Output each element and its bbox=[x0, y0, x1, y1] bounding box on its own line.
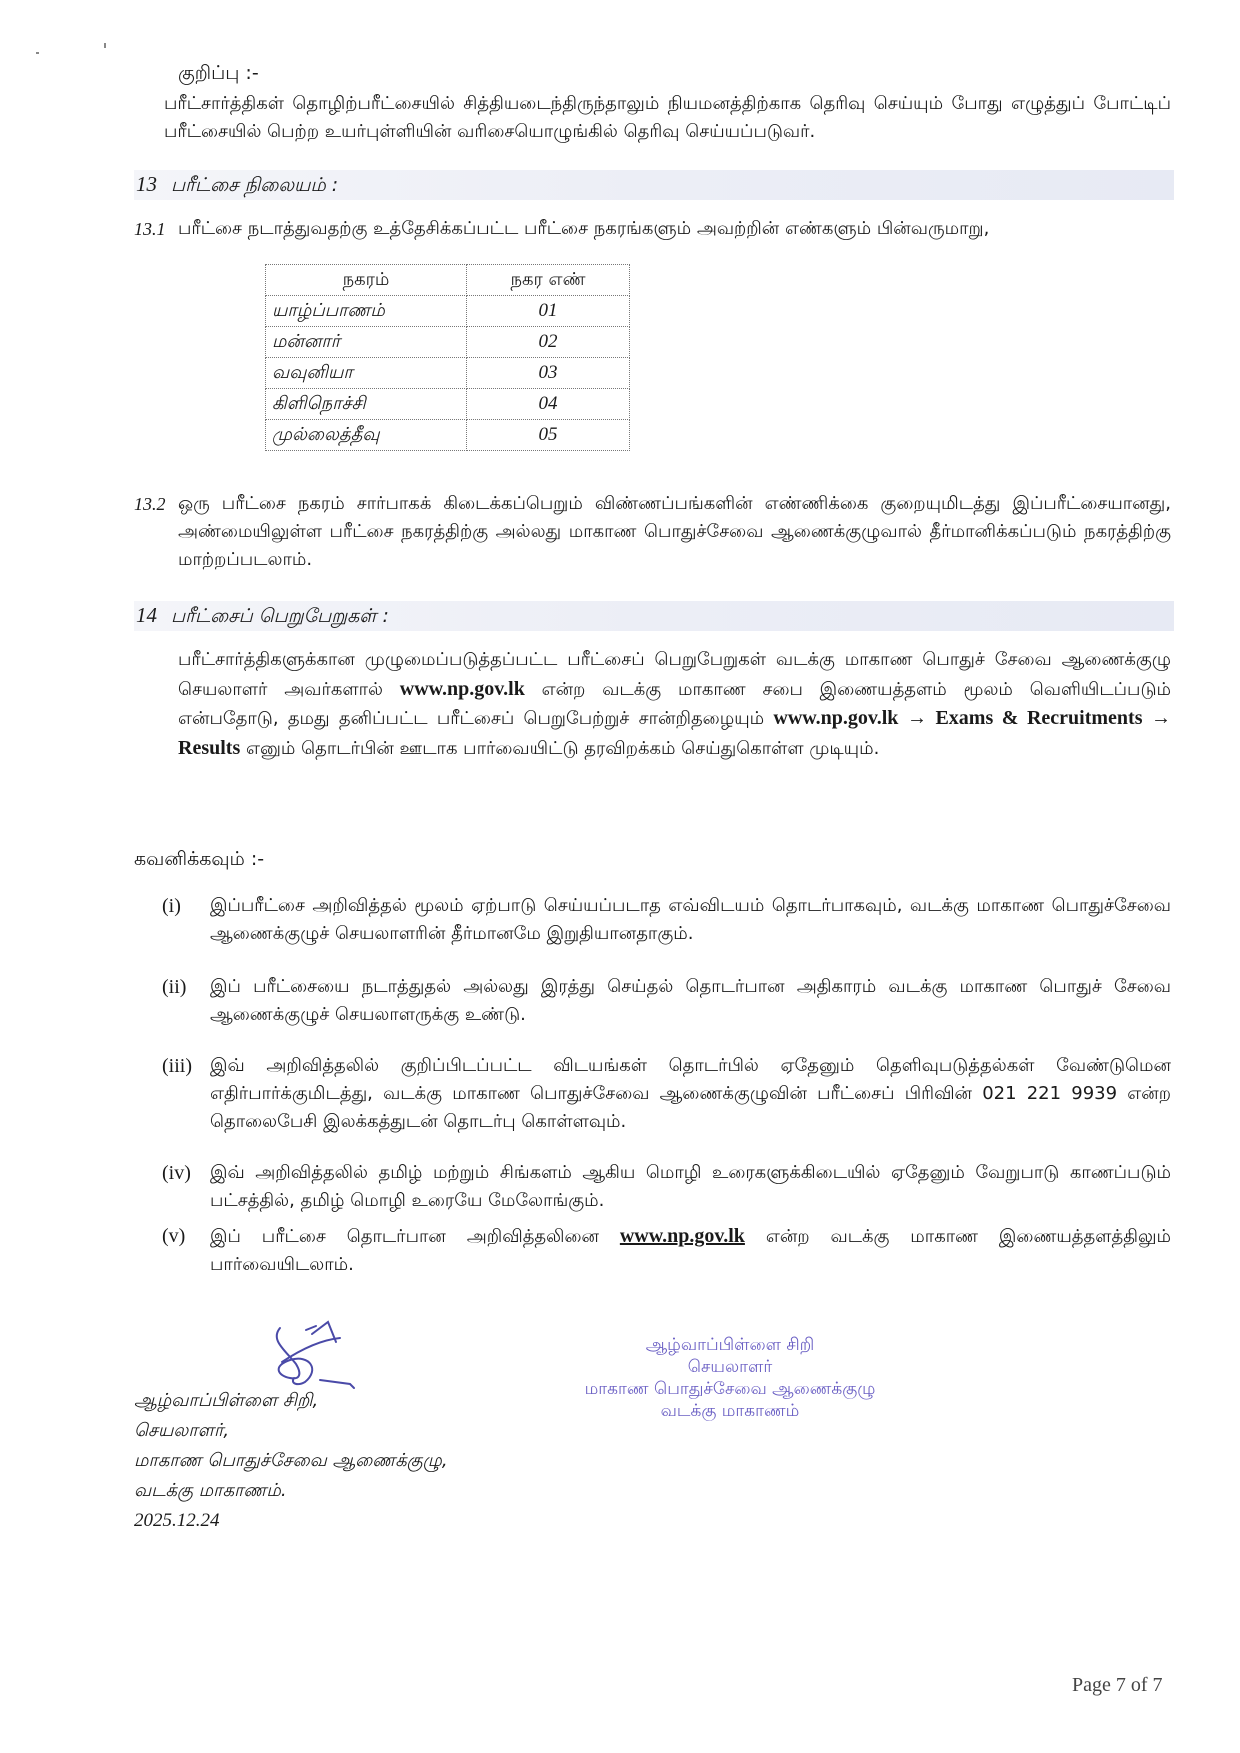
city-code: 05 bbox=[467, 420, 630, 451]
item-label: (iv) bbox=[162, 1162, 191, 1184]
table-row bbox=[266, 296, 630, 327]
website-link[interactable]: www.np.gov.lk bbox=[619, 1225, 745, 1247]
stamp-line: ஆழ்வாப்பிள்ளை சிறி bbox=[645, 1335, 815, 1355]
body-text: என்ற வடக்கு மாகாண சபை இணையத்தளம் மூலம் வெளியிடப்படும் என்பதோடு, தமது தனிப்பட்ட பரீட்சைப் பெறுபேற்றுச் சான்றிதழையும் bbox=[178, 678, 1171, 729]
official-stamp bbox=[540, 1334, 920, 1422]
item-text: இப்பரீட்சை அறிவித்தல் மூலம் ஏற்பாடு செய்யப்படாத எவ்விடயம் தொடர்பாகவும், வடக்கு மாகாண பொதுச்சேவை ஆணைக்குழுச் செயலாளரின் தீர்மானமே இறுதியானதாகும். bbox=[210, 895, 1171, 944]
attention-item bbox=[162, 1159, 1171, 1215]
item-label: (v) bbox=[162, 1225, 186, 1247]
section-13-1 bbox=[134, 215, 1171, 243]
note-body: பரீட்சார்த்திகள் தொழிற்பரீட்சையில் சித்தியடைந்திருந்தாலும் நியமனத்திற்காக தெரிவு செய்யும் போது எழுத்துப் போட்டிப் பரீட்சையில் பெற்ற உயர்புள்ளியின் வரிசையொழுங்கில் தெரிவு செய்யப்படுவர். bbox=[164, 93, 1171, 142]
item-text: இவ் அறிவித்தலில் குறிப்பிடப்பட்ட விடயங்கள் தொடர்பில் ஏதேனும் தெளிவுபடுத்தல்கள் வேண்டுமென எதிர்பார்க்குமிடத்து, வடக்கு மாகாண பொதுச்சேவை ஆணைக்குழுவின் பரீட்சைப் பிரிவின் 021 221 9939 என்ற தொலைபேசி இலக்கத்துடன் தொடர்பு கொள்ளவும். bbox=[210, 1055, 1171, 1132]
section-14-body bbox=[178, 646, 1171, 763]
section-title: பரீட்சைப் பெறுபேறுகள் : bbox=[171, 605, 389, 627]
results-navigation-path[interactable]: www.np.gov.lk → Exams & Recruitments → Results bbox=[178, 707, 1172, 759]
signature-date: 2025.12.24 bbox=[134, 1510, 220, 1531]
item-text: பரீட்சை நடாத்துவதற்கு உத்தேசிக்கப்பட்ட பரீட்சை நகரங்களும் அவற்றின் எண்களும் பின்வருமாறு, bbox=[178, 218, 990, 239]
item-label: (i) bbox=[162, 895, 181, 917]
page-number: Page 7 of 7 bbox=[1072, 1674, 1163, 1696]
city-code: 01 bbox=[467, 296, 630, 327]
body-text: இப் பரீட்சை தொடர்பான அறிவித்தலினை bbox=[210, 1226, 620, 1247]
scan-artifact bbox=[104, 43, 106, 48]
item-label: 13.1 bbox=[134, 219, 166, 239]
table-header-row bbox=[266, 265, 630, 296]
table-row bbox=[266, 389, 630, 420]
item-text: இப் பரீட்சையை நடாத்துதல் அல்லது இரத்து செய்தல் தொடர்பான அதிகாரம் வடக்கு மாகாண பொதுச் சேவை ஆணைக்குழுச் செயலாளருக்கு உண்டு. bbox=[210, 976, 1171, 1025]
body-text: என்ற வடக்கு மாகாண இணையத்தளத்திலும் பார்வையிடலாம். bbox=[210, 1226, 1171, 1275]
attention-item bbox=[162, 1222, 1171, 1279]
city-name: முல்லைத்தீவு bbox=[266, 420, 467, 451]
signatory-designation: செயலாளர், bbox=[134, 1420, 230, 1441]
signatory-province: வடக்கு மாகாணம். bbox=[134, 1480, 287, 1501]
body-text: பரீட்சார்த்திகளுக்கான முழுமைப்படுத்தப்பட்ட பரீட்சைப் பெறுபேறுகள் வடக்கு மாகாண பொதுச் சேவை ஆணைக்குழு செயலாளர் அவர்களால் bbox=[178, 649, 1171, 700]
section-13-2 bbox=[134, 490, 1171, 574]
section-13-heading bbox=[136, 172, 338, 199]
attention-item bbox=[162, 892, 1171, 948]
city-code: 02 bbox=[467, 327, 630, 358]
city-name: மன்னார் bbox=[266, 327, 467, 358]
column-header-city: நகரம் bbox=[266, 265, 467, 296]
attention-item bbox=[162, 973, 1171, 1029]
stamp-line: மாகாண பொதுச்சேவை ஆணைக்குழு bbox=[584, 1379, 876, 1399]
column-header-code: நகர எண் bbox=[467, 265, 630, 296]
signatory-office: மாகாண பொதுச்சேவை ஆணைக்குழு, bbox=[134, 1450, 448, 1471]
item-text bbox=[210, 1222, 1171, 1279]
signatory-name: ஆழ்வாப்பிள்ளை சிறி, bbox=[134, 1390, 319, 1411]
section-14-heading bbox=[136, 603, 389, 630]
scan-artifact bbox=[36, 52, 39, 54]
item-label: 13.2 bbox=[134, 494, 166, 514]
item-label: (ii) bbox=[162, 976, 187, 998]
stamp-line: செயலாளர் bbox=[687, 1357, 773, 1377]
signature-block bbox=[134, 1386, 448, 1536]
stamp-line: வடக்கு மாகாணம் bbox=[660, 1401, 800, 1421]
section-number: 13 bbox=[136, 172, 157, 196]
item-text: இவ் அறிவித்தலில் தமிழ் மற்றும் சிங்களம் ஆகிய மொழி உரைகளுக்கிடையில் ஏதேனும் வேறுபாடு காணப்படும் பட்சத்தில், தமிழ் மொழி உரையே மேலோங்கும். bbox=[210, 1162, 1171, 1211]
table-row bbox=[266, 358, 630, 389]
table-row bbox=[266, 420, 630, 451]
city-code: 03 bbox=[467, 358, 630, 389]
item-label: (iii) bbox=[162, 1055, 192, 1077]
city-code: 04 bbox=[467, 389, 630, 420]
section-number: 14 bbox=[136, 603, 157, 627]
item-text: ஒரு பரீட்சை நகரம் சார்பாகக் கிடைக்கப்பெறும் விண்ணப்பங்களின் எண்ணிக்கை குறையுமிடத்து இப்பரீட்சையானது, அண்மையிலுள்ள பரீட்சை நகரத்திற்கு அல்லது மாகாண பொதுச்சேவை ஆணைக்குழுவால் தீர்மானிக்கப்படும் நகரத்திற்கு மாற்றப்படலாம். bbox=[178, 493, 1171, 570]
section-title: பரீட்சை நிலையம் : bbox=[171, 174, 339, 196]
table-row bbox=[266, 327, 630, 358]
body-text: எனும் தொடர்பின் ஊடாக பார்வையிட்டு தரவிறக்கம் செய்துகொள்ள முடியும். bbox=[240, 737, 880, 759]
exam-cities-table bbox=[265, 264, 630, 451]
attention-item bbox=[162, 1052, 1171, 1136]
city-name: கிளிநொச்சி bbox=[266, 389, 467, 420]
note-title: குறிப்பு :- bbox=[178, 62, 259, 84]
website-link[interactable]: www.np.gov.lk bbox=[399, 677, 525, 700]
city-name: யாழ்ப்பாணம் bbox=[266, 296, 467, 327]
attention-title: கவனிக்கவும் :- bbox=[134, 848, 265, 870]
city-name: வவுனியா bbox=[266, 358, 467, 389]
